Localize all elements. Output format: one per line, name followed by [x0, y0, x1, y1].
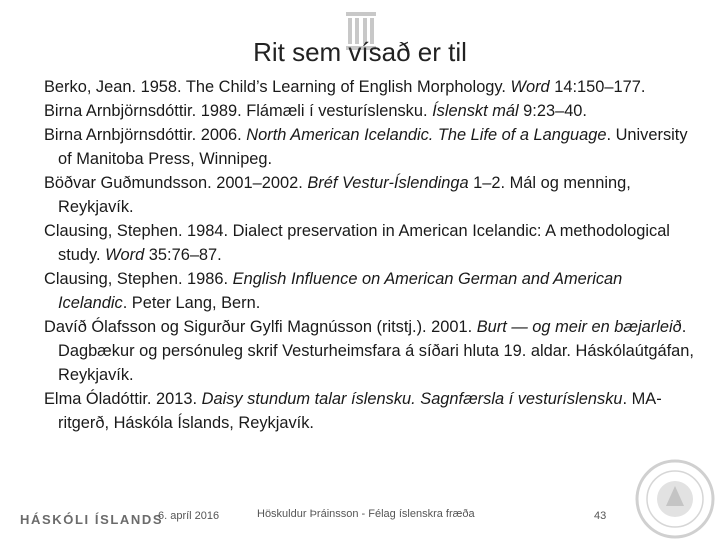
- reference-text: Berko, Jean. 1958. The Child’s Learning of English Morphology.: [44, 78, 511, 96]
- reference-text: 14:150–177.: [549, 78, 646, 96]
- reference-title: English Influence on American German and American Icelandic: [58, 270, 623, 312]
- footer-date: 6. apríl 2016: [158, 510, 220, 522]
- reference-item: [44, 123, 694, 171]
- reference-text: Davíð Ólafsson og Sigurður Gylfi Magnússon (ritstj.). 2001.: [44, 318, 477, 336]
- reference-text: Clausing, Stephen. 1984. Dialect preservation in American Icelandic: A methodological study.: [44, 222, 670, 264]
- university-logo-text: HÁSKÓLI ÍSLANDS: [20, 512, 164, 527]
- reference-text: Birna Arnbjörnsdóttir. 1989. Flámæli í vesturíslensku.: [44, 102, 433, 120]
- reference-text: . Peter Lang, Bern.: [122, 294, 261, 312]
- reference-item: [44, 267, 694, 315]
- reference-title: Word: [105, 246, 145, 264]
- reference-text: . University of Manitoba Press, Winnipeg.: [58, 126, 688, 168]
- reference-item: [44, 219, 694, 267]
- reference-text: . Dagbækur og persónuleg skrif Vesturheimsfara á síðari hluta 19. aldar. Háskólaútgáfan, Reykjavík.: [58, 318, 694, 384]
- reference-item: [44, 75, 694, 99]
- reference-title: Bréf Vestur-Íslendinga: [307, 174, 469, 192]
- reference-title: Word: [510, 78, 550, 96]
- reference-item: [44, 315, 694, 387]
- reference-item: [44, 171, 694, 219]
- reference-text: Birna Arnbjörnsdóttir. 2006.: [44, 126, 247, 144]
- footer-presenter: Höskuldur Þráinsson - Félag íslenskra fræða: [257, 508, 475, 520]
- reference-text: 1–2. Mál og menning, Reykjavík.: [58, 174, 631, 216]
- reference-text: Elma Óladóttir. 2013.: [44, 390, 202, 408]
- reference-text: 9:23–40.: [518, 102, 587, 120]
- page-number: 43: [594, 510, 607, 522]
- reference-text: . MA-ritgerð, Háskóla Íslands, Reykjavík.: [58, 390, 662, 432]
- slide-title: Rit sem vísað er til: [253, 37, 467, 67]
- reference-title: Burt — og meir en bæjarleið: [476, 318, 682, 336]
- reference-text: Böðvar Guðmundsson. 2001–2002.: [44, 174, 308, 192]
- reference-text: 35:76–87.: [144, 246, 222, 264]
- reference-item: [44, 99, 694, 123]
- reference-list: [44, 75, 694, 435]
- reference-title: Daisy stundum talar íslensku. Sagnfærsla í vesturíslensku: [201, 390, 623, 408]
- reference-text: Clausing, Stephen. 1986.: [44, 270, 233, 288]
- university-seal-icon: [634, 458, 716, 540]
- reference-title: Íslenskt mál: [432, 102, 519, 120]
- reference-title: North American Icelandic. The Life of a Language: [246, 126, 607, 144]
- reference-item: [44, 387, 694, 435]
